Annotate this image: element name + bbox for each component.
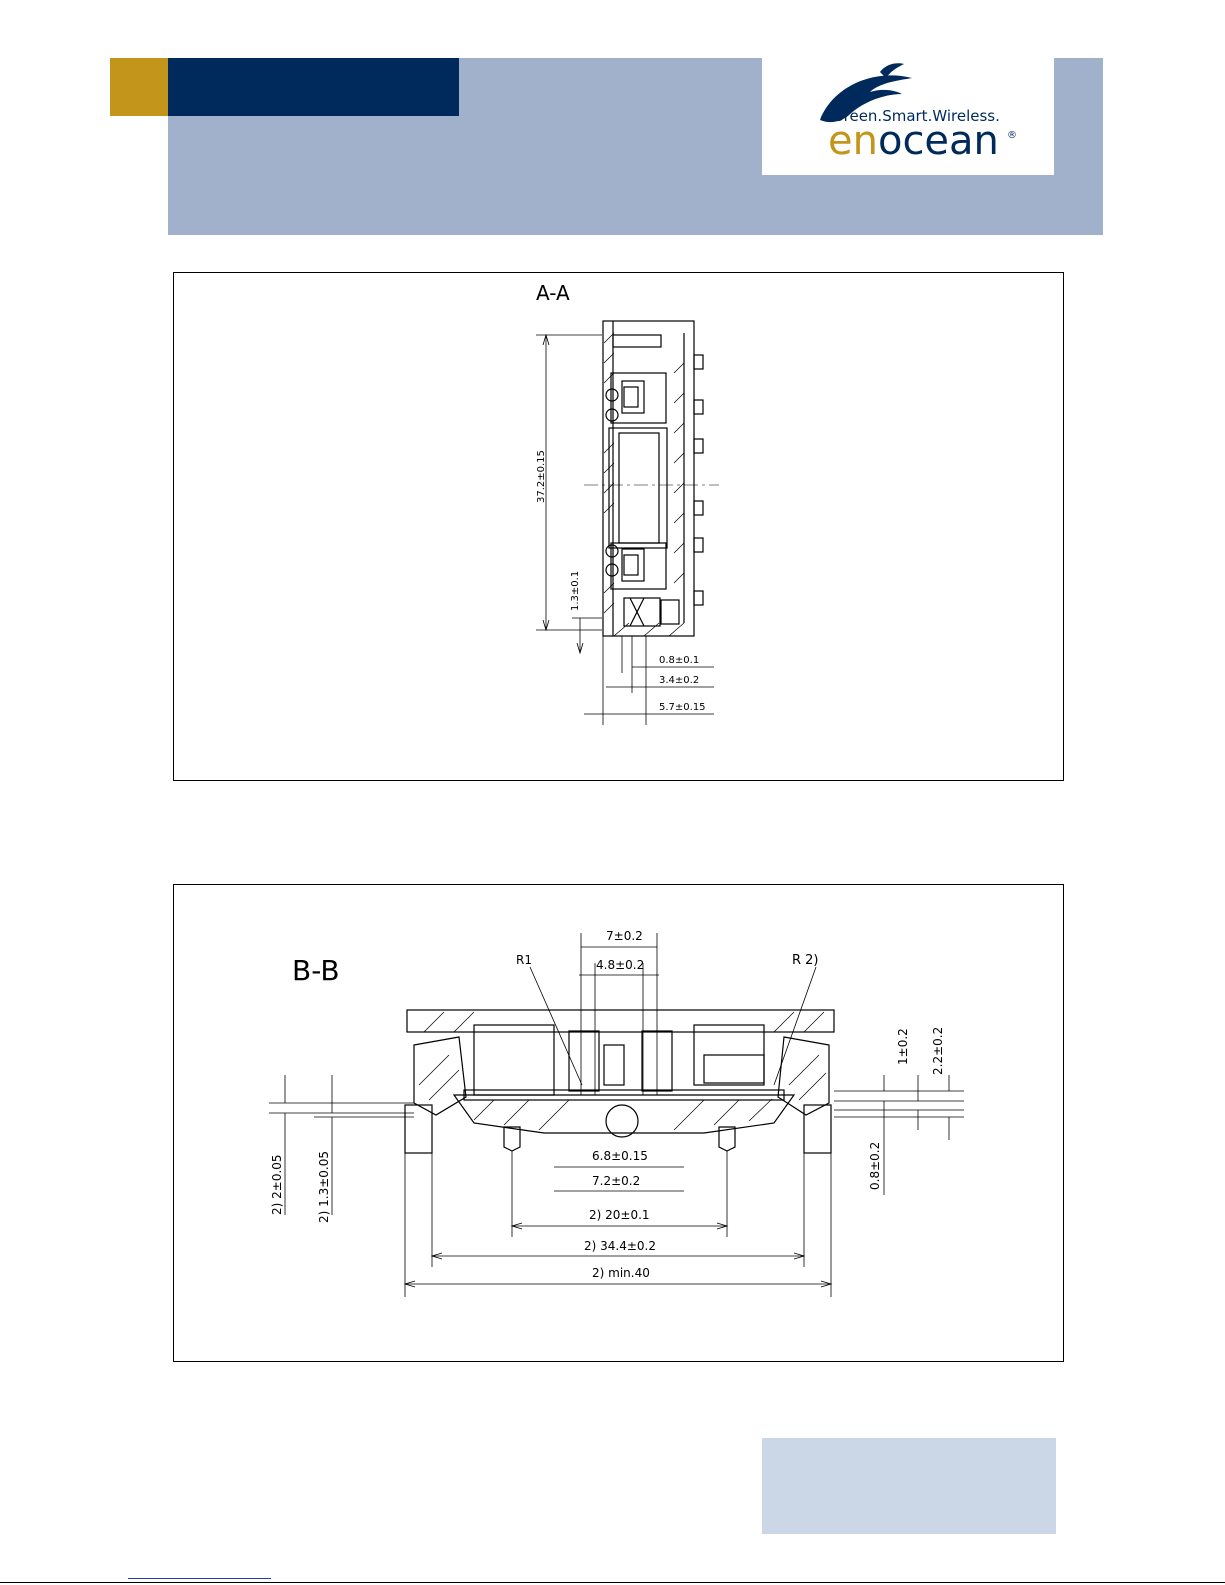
dim-b-left2: 2) 1.3±0.05 xyxy=(317,1151,331,1223)
footer-rule xyxy=(0,1582,1225,1583)
header-navy-bar xyxy=(168,58,459,116)
section-b-drawing xyxy=(174,885,1063,1361)
dim-b-top1: 7±0.2 xyxy=(606,929,643,943)
dim-a-height: 37.2±0.15 xyxy=(536,450,547,503)
section-b-title: B-B xyxy=(292,954,340,987)
logo-registered: ® xyxy=(1007,130,1017,141)
section-a-frame xyxy=(173,272,1064,781)
dim-b-left1: 2) 2±0.05 xyxy=(270,1154,284,1215)
section-b-frame xyxy=(173,884,1064,1362)
section-a-drawing xyxy=(174,273,1063,780)
dim-b-span3: 2) min.40 xyxy=(592,1266,650,1280)
footer-link[interactable] xyxy=(128,1578,271,1579)
label-b-r1: R1 xyxy=(516,953,532,967)
dim-b-span1: 2) 20±0.1 xyxy=(589,1208,650,1222)
logo-tagline: Green.Smart.Wireless. xyxy=(832,107,1000,125)
dim-b-right1: 1±0.2 xyxy=(896,1028,910,1065)
header-gold-square xyxy=(110,58,168,116)
dim-b-right2: 2.2±0.2 xyxy=(931,1026,945,1075)
dim-b-mid1: 6.8±0.15 xyxy=(592,1149,648,1163)
dim-b-right3: 0.8±0.2 xyxy=(868,1141,882,1190)
section-b-lid xyxy=(407,1010,834,1032)
dim-b-mid2: 7.2±0.2 xyxy=(592,1174,641,1188)
dim-b-top2: 4.8±0.2 xyxy=(596,958,645,972)
section-a-title: A-A xyxy=(536,281,570,305)
enocean-logo xyxy=(762,58,1054,175)
dim-b-span2: 2) 34.4±0.2 xyxy=(584,1239,656,1253)
footer-block xyxy=(762,1438,1056,1534)
dim-a-d2: 3.4±0.2 xyxy=(659,675,700,686)
logo-brand: enocean xyxy=(828,118,999,164)
dim-a-d3: 5.7±0.15 xyxy=(659,702,706,713)
label-b-r2: R 2) xyxy=(792,953,819,968)
dim-a-d1: 0.8±0.1 xyxy=(659,655,700,666)
dim-a-bottom: 1.3±0.1 xyxy=(570,570,581,611)
